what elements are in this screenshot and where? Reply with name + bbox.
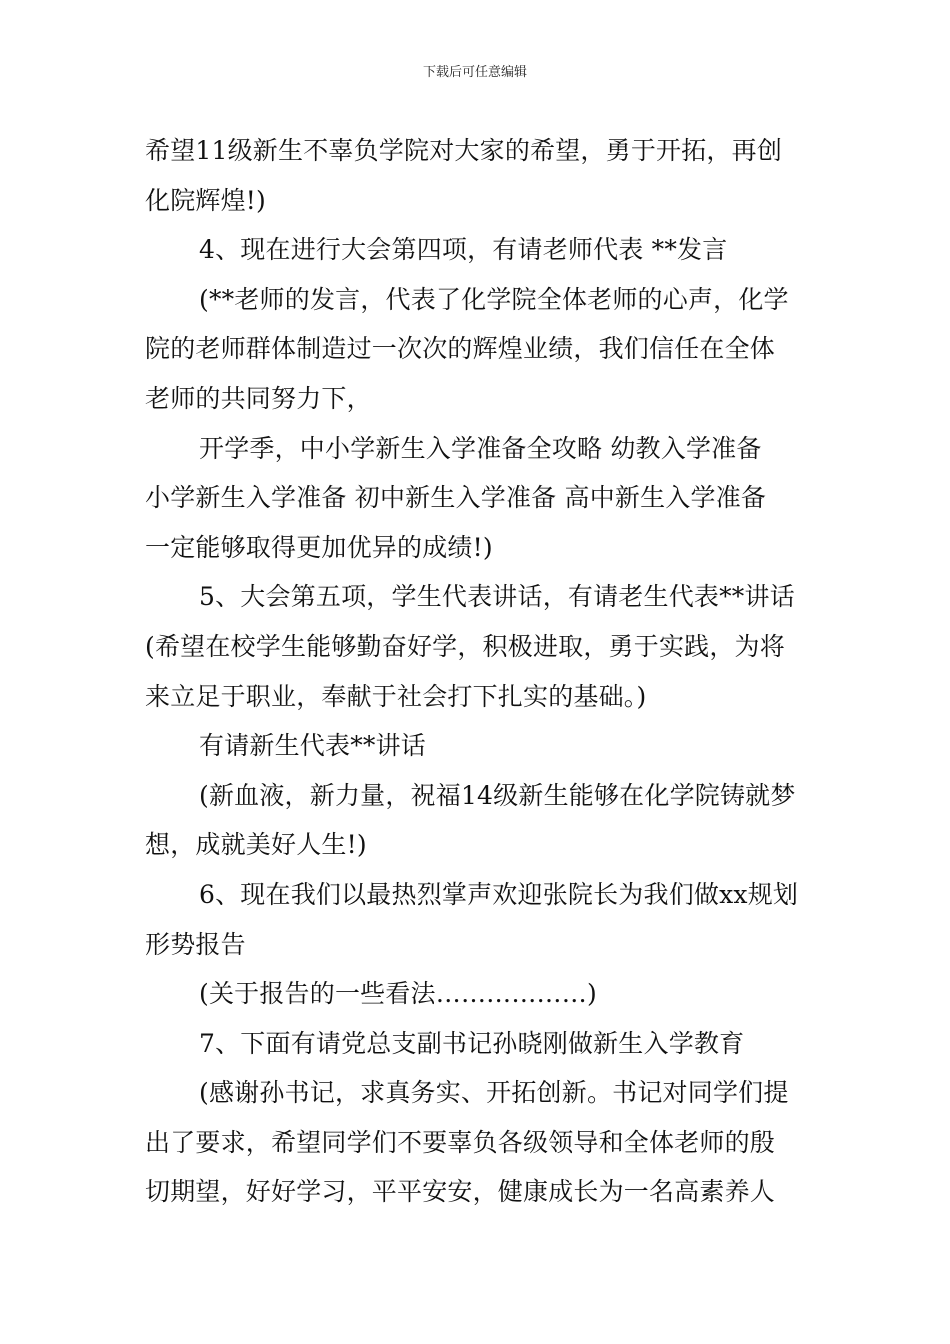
text-line: 一定能够取得更加优异的成绩!) bbox=[145, 532, 493, 562]
text-line: 想，成就美好人生!) bbox=[145, 830, 367, 860]
text-line: 来立足于职业，奉献于社会打下扎实的基础。) bbox=[145, 681, 647, 711]
text-line: (感谢孙书记，求真务实、开拓创新。书记对同学们提 bbox=[199, 1078, 789, 1108]
text-line: (关于报告的一些看法………………) bbox=[199, 979, 597, 1009]
text-line: 7、下面有请党总支副书记孙晓刚做新生入学教育 bbox=[199, 1028, 745, 1058]
text-line: 4、现在进行大会第四项，有请老师代表 **发言 bbox=[199, 235, 728, 265]
text-line: 老师的共同努力下， bbox=[145, 383, 372, 413]
text-line: 切期望，好好学习，平平安安，健康成长为一名高素养人 bbox=[145, 1177, 776, 1207]
text-line: (新血液，新力量，祝福14级新生能够在化学院铸就梦 bbox=[199, 780, 796, 810]
text-line: 形势报告 bbox=[145, 929, 246, 959]
text-line: 开学季，中小学新生入学准备全攻略 幼教入学准备 bbox=[199, 433, 762, 463]
document-body bbox=[145, 126, 817, 1217]
text-line: 希望11级新生不辜负学院对大家的希望，勇于开拓，再创 bbox=[145, 136, 783, 165]
page-header-note: 下载后可任意编辑 bbox=[422, 65, 527, 80]
text-line: (希望在校学生能够勤奋好学，积极进取，勇于实践，为将 bbox=[145, 631, 785, 661]
text-line: 院的老师群体制造过一次次的辉煌业绩，我们信任在全体 bbox=[145, 334, 776, 364]
text-line: 6、现在我们以最热烈掌声欢迎张院长为我们做xx规划 bbox=[199, 879, 799, 909]
text-line: 5、大会第五项，学生代表讲话，有请老生代表**讲话 bbox=[199, 582, 795, 612]
text-line: 有请新生代表**讲话 bbox=[199, 731, 427, 761]
text-line: 化院辉煌!) bbox=[145, 185, 267, 215]
text-line: 出了要求，希望同学们不要辜负各级领导和全体老师的殷 bbox=[145, 1127, 776, 1157]
text-line: (**老师的发言，代表了化学院全体老师的心声，化学 bbox=[199, 284, 789, 314]
text-line: 小学新生入学准备 初中新生入学准备 高中新生入学准备 bbox=[145, 483, 767, 513]
